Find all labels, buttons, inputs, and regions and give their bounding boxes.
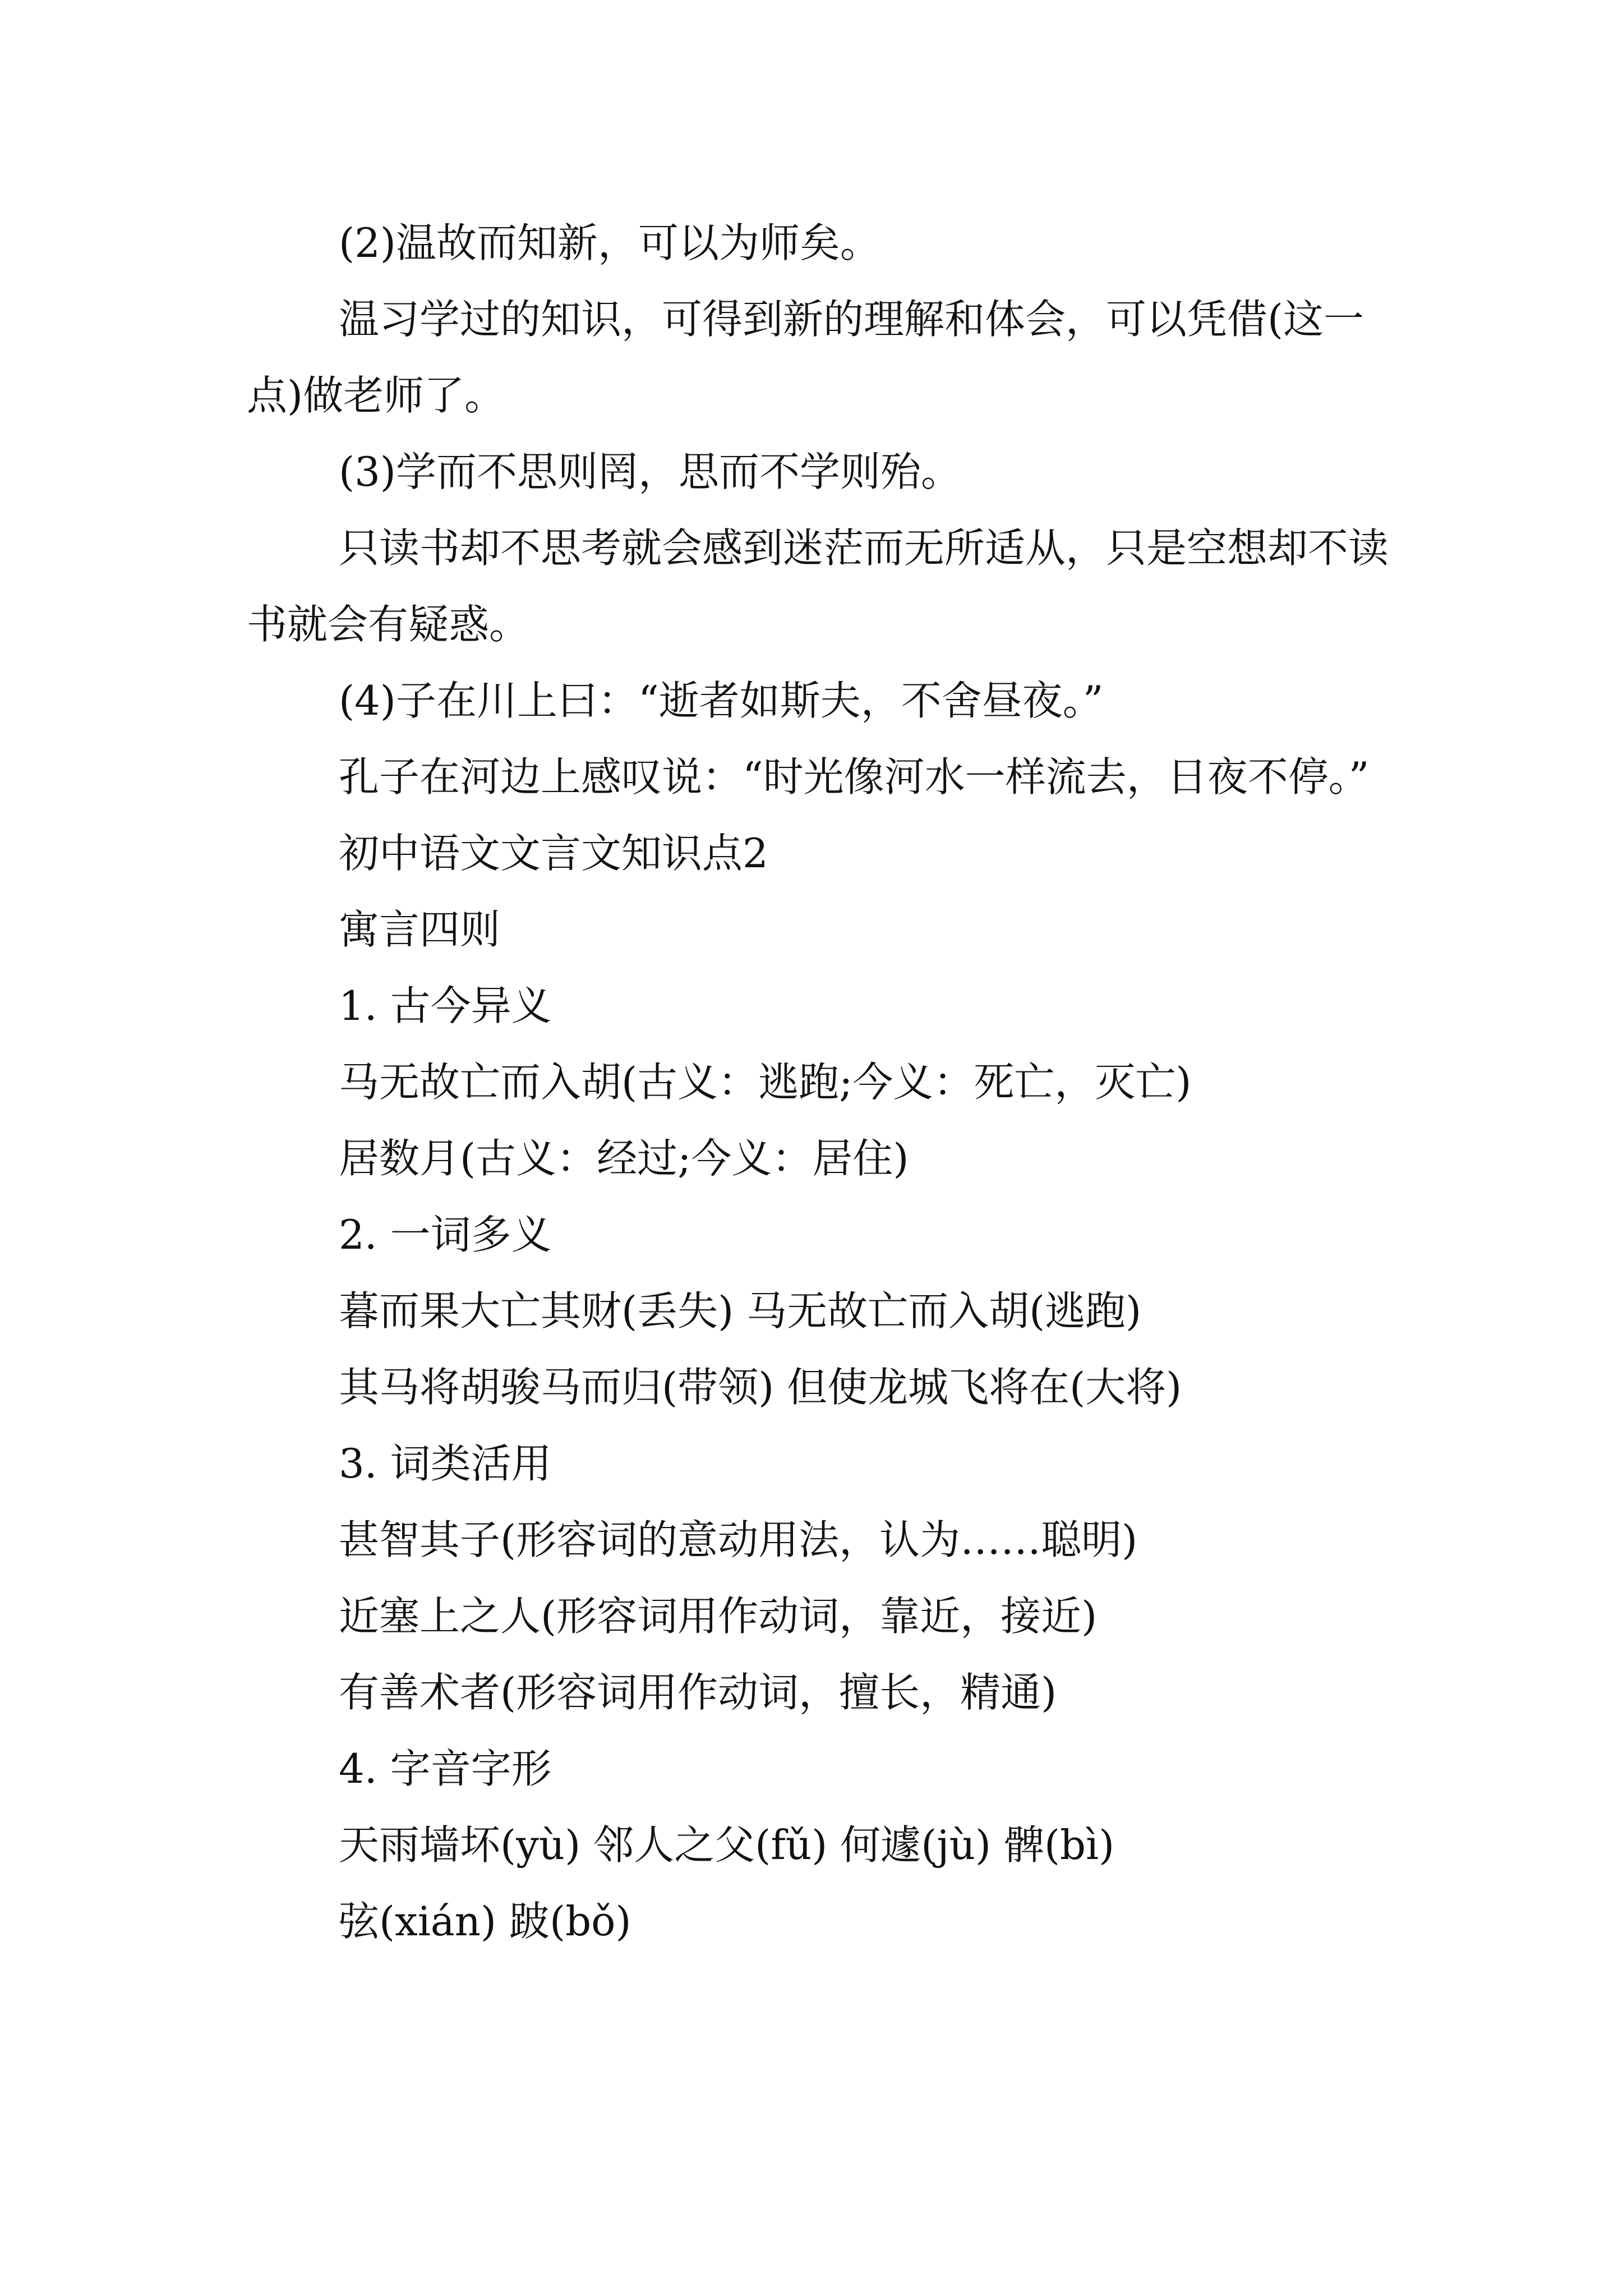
- paragraph: 孔子在河边上感叹说：“时光像河水一样流去，日夜不停。”: [339, 753, 1370, 800]
- paragraph: 其马将胡骏马而归(带领) 但使龙城飞将在(大将): [339, 1364, 1182, 1411]
- paragraph: 近塞上之人(形容词用作动词，靠近，接近): [339, 1593, 1098, 1640]
- subsection-title: 寓言四则: [339, 906, 501, 953]
- document-body: [247, 205, 1391, 1959]
- paragraph: (2)温故而知新，可以为师矣。: [339, 219, 880, 266]
- list-heading: 3. 词类活用: [339, 1440, 552, 1487]
- paragraph: 居数月(古义：经过;今义：居住): [339, 1135, 909, 1182]
- list-heading: 2. 一词多义: [339, 1211, 552, 1258]
- paragraph: 甚智其子(形容词的意动用法，认为……聪明): [339, 1516, 1138, 1563]
- paragraph: 只读书却不思考就会感到迷茫而无所适从，只是空想却不读书就会有疑惑。: [247, 524, 1389, 648]
- paragraph: 天雨墙坏(yù) 邻人之父(fǔ) 何遽(jù) 髀(bì): [339, 1821, 1115, 1869]
- paragraph: 弦(xián) 跛(bǒ): [339, 1898, 631, 1945]
- paragraph: 温习学过的知识，可得到新的理解和体会，可以凭借(这一点)做老师了。: [247, 296, 1364, 419]
- paragraph: (3)学而不思则罔，思而不学则殆。: [339, 448, 961, 495]
- paragraph: 马无故亡而入胡(古义：逃跑;今义：死亡，灭亡): [339, 1059, 1192, 1106]
- section-heading: 初中语文文言文知识点2: [339, 830, 768, 877]
- paragraph: 有善术者(形容词用作动词，擅长，精通): [339, 1669, 1057, 1716]
- list-heading: 1. 古今异义: [339, 982, 552, 1029]
- list-heading: 4. 字音字形: [339, 1745, 552, 1792]
- paragraph: (4)子在川上曰：“逝者如斯夫，不舍昼夜。”: [339, 677, 1104, 724]
- paragraph: 暮而果大亡其财(丢失) 马无故亡而入胡(逃跑): [339, 1287, 1142, 1335]
